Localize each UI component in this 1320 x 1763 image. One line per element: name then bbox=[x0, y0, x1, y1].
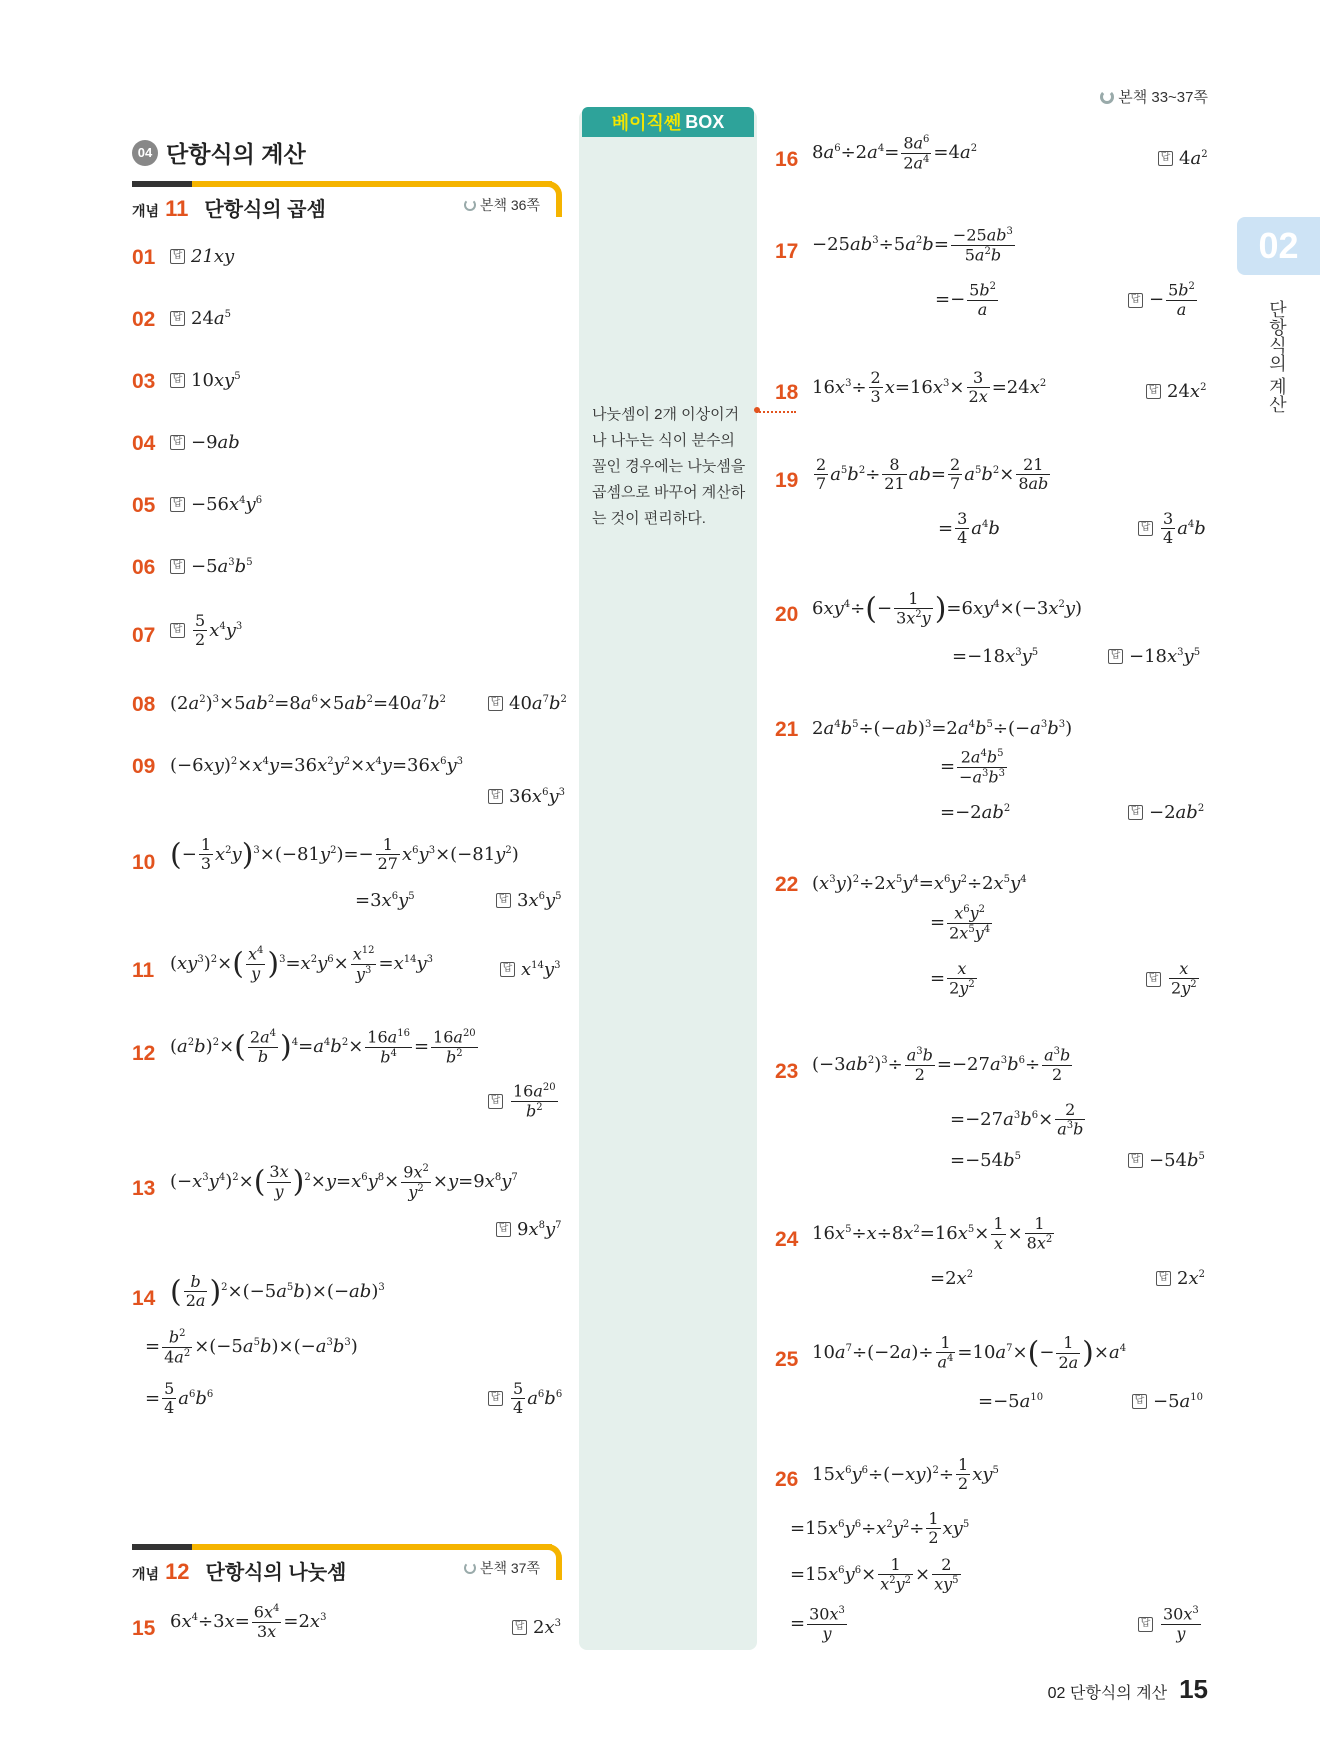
solution-line: $\frac{2}{7}$ $a^5b^2\div$ $\frac{8}{21}$ ab= $\frac{2}{7}$ $a^5b^2\times$ $\frac{21}{8ab}$ bbox=[816, 455, 1049, 494]
solution-line: $6x^4\div 3x=$ $\frac{6x^4}{3x}$ $=2x^3$ bbox=[170, 1602, 327, 1641]
solution-line: $(a^2b)^2\times$( $\frac{2a^4}{b}$ )$^4=a^4b^2\times$ $\frac{16a^{16}}{b^4}$ = $\frac{16a^{20}}{b^2}$ bbox=[170, 1027, 476, 1067]
answer: 답 $2x^3$ bbox=[512, 1617, 561, 1638]
problem-number: 11 bbox=[132, 959, 155, 982]
section-title: 단항식의 계산 bbox=[166, 141, 306, 167]
answer-icon: 답 bbox=[1156, 1271, 1171, 1286]
solution-line: = $\frac{3}{4}$ $a^4b$ bbox=[938, 509, 1000, 548]
answer: 답 $-18x^3y^5$ bbox=[1108, 646, 1200, 667]
problem-number: 01 bbox=[132, 246, 156, 269]
concept-12-header bbox=[132, 1544, 562, 1584]
concept-number: 12 bbox=[165, 1559, 190, 1584]
problem-number: 05 bbox=[132, 494, 156, 517]
problem-number: 10 bbox=[132, 851, 156, 874]
answer-icon: 답 bbox=[1158, 151, 1173, 166]
answer-icon: 답 bbox=[170, 311, 185, 326]
answer-icon: 답 bbox=[512, 1620, 527, 1635]
problem-number: 25 bbox=[775, 1348, 799, 1371]
reference-icon bbox=[1100, 90, 1114, 104]
footer-chapter-title: 02 단항식의 계산 bbox=[1047, 1685, 1168, 1702]
basic-box-title-a: 베이직쎈 bbox=[611, 113, 682, 133]
pointer-line bbox=[756, 411, 796, 413]
problem-number: 03 bbox=[132, 370, 156, 393]
answer: 답 $-5a^{10}$ bbox=[1132, 1391, 1203, 1412]
answer-icon: 답 bbox=[1132, 1394, 1147, 1409]
solution-line: $(2a^2)^3\times 5ab^2=8a^6\times 5ab^2=40a^7b^2$ bbox=[170, 693, 447, 714]
answer: 답 $4a^2$ bbox=[1158, 148, 1208, 169]
problem-number: 19 bbox=[775, 469, 799, 492]
answer: 답 $x^{14}y^3$ bbox=[500, 959, 560, 980]
concept-name: 단항식의 나눗셈 bbox=[205, 1562, 347, 1584]
solution-line: ( $\frac{b}{2a}$ )$^2\times(-5a^5b)\times(-ab)^3$ bbox=[170, 1272, 385, 1311]
section-heading bbox=[132, 136, 306, 169]
answer: 답 $30x^3$ y bbox=[1138, 1605, 1203, 1643]
answer: 답 − $\frac{5b^2}{a}$ bbox=[1128, 281, 1199, 319]
problem-number: 22 bbox=[775, 873, 799, 896]
answer: 답 $-54b^5$ bbox=[1128, 1150, 1205, 1171]
answer: 답 $10xy^5$ bbox=[170, 370, 241, 391]
solution-line: $=-18x^3y^5$ bbox=[952, 646, 1039, 667]
solution-line: $=-54b^5$ bbox=[950, 1150, 1021, 1171]
concept-11-header bbox=[132, 181, 562, 221]
concept-reference bbox=[464, 195, 540, 215]
solution-line: $2a^4b^5\div(-ab)^3=2a^4b^5\div(-a^3b^3)$ bbox=[812, 718, 1073, 739]
problem-number: 26 bbox=[775, 1468, 799, 1491]
problem-number: 23 bbox=[775, 1060, 799, 1083]
concept-name: 단항식의 곱셈 bbox=[204, 199, 326, 221]
solution-line: $(xy^3)^2\times$( $\frac{x^4}{y}$ )$^3=x^2y^6\times$ $\frac{x^{12}}{y^3}$ $=x^{14}y^3$ bbox=[170, 944, 434, 984]
solution-line: $=-5a^{10}$ bbox=[978, 1391, 1044, 1412]
chapter-title-vertical: 단항식의 계산 bbox=[1267, 300, 1287, 414]
answer-icon: 답 bbox=[170, 249, 185, 264]
solution-line: = $\frac{x}{2y^2}$ bbox=[930, 959, 975, 998]
answer-icon: 답 bbox=[488, 1391, 503, 1406]
page-reference bbox=[1100, 86, 1208, 107]
concept-reference bbox=[464, 1558, 540, 1578]
solution-line: = $\frac{2a^4b^5}{-a^3b^3}$ bbox=[940, 747, 1006, 787]
solution-line: =− $\frac{5b^2}{a}$ bbox=[935, 280, 996, 319]
problem-number: 17 bbox=[775, 240, 799, 263]
answer: 답 x $2y^2$ bbox=[1146, 960, 1201, 998]
answer: 답 $36x^6y^3$ bbox=[488, 786, 565, 807]
solution-line: = $\frac{x^6y^2}{2x^5y^4}$ bbox=[930, 903, 991, 943]
problem-number: 08 bbox=[132, 693, 156, 716]
answer: 답 $\frac{5}{4}$ $a^6b^6$ bbox=[488, 1380, 562, 1418]
solution-line: = $\frac{30x^3}{y}$ bbox=[790, 1604, 845, 1643]
concept-label: 개념 bbox=[132, 203, 160, 219]
solution-line: $-25ab^3\div 5a^2b=$ $\frac{-25ab^3}{5a^2b}$ bbox=[812, 225, 1013, 265]
problem-number: 04 bbox=[132, 432, 156, 455]
problem-number: 02 bbox=[132, 308, 156, 331]
answer-icon: 답 bbox=[170, 435, 185, 450]
problem-number: 21 bbox=[775, 718, 799, 741]
solution-line: $=-2ab^2$ bbox=[940, 802, 1011, 823]
solution-line: $8a^6\div 2a^4=$ $\frac{8a^6}{2a^4}$ $=4a^2$ bbox=[812, 133, 978, 173]
problem-number: 07 bbox=[132, 624, 156, 647]
answer-icon: 답 bbox=[1138, 521, 1153, 536]
page-number: 15 bbox=[1179, 1674, 1208, 1704]
answer: 답 $-2ab^2$ bbox=[1128, 802, 1204, 823]
concept-reference-text: 본책 36쪽 bbox=[479, 197, 540, 213]
answer: 답 $-56x^4y^6$ bbox=[170, 494, 262, 515]
solution-line: $6xy^4\div(-$ $\frac{1}{3x^2y}$ )$=6xy^4\times(-3x^2y)$ bbox=[812, 589, 1083, 628]
solution-line: $=15x^6y^6\div x^2y^2\div$ $\frac{1}{2}$ $xy^5$ bbox=[790, 1509, 970, 1548]
solution-line: $(-3ab^2)^3\div$ $\frac{a^3b}{2}$ $=-27a^3b^6\div$ $\frac{a^3b}{2}$ bbox=[812, 1045, 1071, 1084]
problem-number: 09 bbox=[132, 755, 156, 778]
solution-line: $=3x^6y^5$ bbox=[355, 890, 415, 911]
answer: 답 $24a^5$ bbox=[170, 308, 231, 329]
answer-icon: 답 bbox=[1146, 384, 1161, 399]
answer: 답 $9x^8y^7$ bbox=[496, 1219, 562, 1240]
answer: 답 $2x^2$ bbox=[1156, 1268, 1205, 1289]
answer-icon: 답 bbox=[1128, 805, 1143, 820]
problem-number: 13 bbox=[132, 1177, 156, 1200]
answer-icon: 답 bbox=[1108, 649, 1123, 664]
answer-icon: 답 bbox=[1146, 972, 1161, 987]
answer: 답 $40a^7b^2$ bbox=[488, 693, 567, 714]
answer-icon: 답 bbox=[1128, 1153, 1143, 1168]
solution-line: $(-x^3y^4)^2\times$( $\frac{3x}{y}$ )$^2\times y=x^6y^8\times$ $\frac{9x^2}{y^2}$ $\times y=9x^8y^7$ bbox=[170, 1162, 518, 1202]
answer-icon: 답 bbox=[170, 497, 185, 512]
basic-box-panel bbox=[579, 110, 757, 1650]
concept-label: 개념 bbox=[132, 1566, 160, 1582]
basic-box-title-b: BOX bbox=[685, 111, 725, 132]
answer-icon: 답 bbox=[488, 1094, 503, 1109]
answer-icon: 답 bbox=[496, 1222, 511, 1237]
basic-box-title bbox=[582, 107, 754, 137]
solution-line: $15x^6y^6\div(-xy)^2\div$ $\frac{1}{2}$ $xy^5$ bbox=[812, 1455, 999, 1494]
solution-line: $=15x^6y^6\times$ $\frac{1}{x^2y^2}$ × $\frac{2}{xy^5}$ bbox=[790, 1555, 959, 1594]
answer-icon: 답 bbox=[496, 893, 511, 908]
problem-number: 18 bbox=[775, 381, 799, 404]
problem-number: 24 bbox=[775, 1228, 799, 1251]
problem-number: 14 bbox=[132, 1287, 156, 1310]
basic-box-note: 나눗셈이 2개 이상이거나 나누는 식이 분수의 꼴인 경우에는 나눗셈을 곱셈으로 바꾸어 계산하는 것이 편리하다. bbox=[592, 406, 746, 527]
solution-line: $16x^3\div$ $\frac{2}{3}$ $x=16x^3\times$ $\frac{3}{2x}$ $=24x^2$ bbox=[812, 368, 1047, 407]
concept-reference-text: 본책 37쪽 bbox=[479, 1560, 540, 1576]
answer: 답 21xy bbox=[170, 246, 234, 267]
solution-line: $=2x^2$ bbox=[930, 1268, 974, 1289]
problem-number: 16 bbox=[775, 148, 799, 171]
reference-icon bbox=[464, 1562, 476, 1574]
solution-line: $(-6xy)^2\times x^4y=36x^2y^2\times x^4y=36x^6y^3$ bbox=[170, 755, 464, 776]
answer: 답 $\frac{3}{4}$ $a^4b$ bbox=[1138, 510, 1206, 548]
problem-number: 20 bbox=[775, 603, 799, 626]
solution-line: $(x^3y)^2\div 2x^5y^4=x^6y^2\div 2x^5y^4$ bbox=[812, 873, 1027, 894]
solution-line: (− $\frac{1}{3}$ $x^2y)^3\times(-81y^2)=-$ $\frac{1}{27}$ $x^6y^3\times(-81y^2)$ bbox=[170, 835, 519, 874]
answer-icon: 답 bbox=[1138, 1617, 1153, 1632]
page-footer bbox=[1048, 1674, 1208, 1705]
chapter-tab[interactable]: 02 bbox=[1237, 217, 1320, 275]
answer-icon: 답 bbox=[170, 559, 185, 574]
solution-line: $10a^7\div(-2a)\div$ $\frac{1}{a^4}$ $=10a^7\times(-$ $\frac{1}{2a}$ )$\times a^4$ bbox=[812, 1333, 1127, 1372]
problem-number: 15 bbox=[132, 1617, 156, 1640]
answer: 답 $-5a^3b^5$ bbox=[170, 556, 253, 577]
answer: 답 $3x^6y^5$ bbox=[496, 890, 562, 911]
page-reference-text: 본책 33~37쪽 bbox=[1118, 89, 1208, 106]
reference-icon bbox=[464, 199, 476, 211]
answer-icon: 답 bbox=[488, 696, 503, 711]
answer: 답 $24x^2$ bbox=[1146, 381, 1206, 402]
section-number: 04 bbox=[132, 140, 158, 166]
problem-number: 12 bbox=[132, 1042, 156, 1065]
solution-line: $=-27a^3b^6\times$ $\frac{2}{a^3b}$ bbox=[950, 1100, 1084, 1139]
answer-icon: 답 bbox=[1128, 293, 1143, 308]
solution-line: = $\frac{b^2}{4a^2}$ $\times(-5a^5b)\times(-a^3b^3)$ bbox=[145, 1327, 358, 1367]
solution-line: $16x^5\div x\div 8x^2=16x^5\times$ $\frac{1}{x}$ × $\frac{1}{8x^2}$ bbox=[812, 1214, 1053, 1253]
answer-icon: 답 bbox=[500, 962, 515, 977]
answer: 답 $16a^{20}$ $b^2$ bbox=[488, 1082, 560, 1120]
answer-icon: 답 bbox=[170, 623, 185, 638]
answer-icon: 답 bbox=[488, 789, 503, 804]
concept-number: 11 bbox=[165, 196, 189, 221]
answer: 답 $\frac{5}{2}$ $x^4y^3$ bbox=[170, 612, 242, 650]
solution-line: = $\frac{5}{4}$ $a^6b^6$ bbox=[145, 1379, 214, 1418]
answer: 답 −9ab bbox=[170, 432, 240, 453]
problem-number: 06 bbox=[132, 556, 156, 579]
answer-icon: 답 bbox=[170, 373, 185, 388]
